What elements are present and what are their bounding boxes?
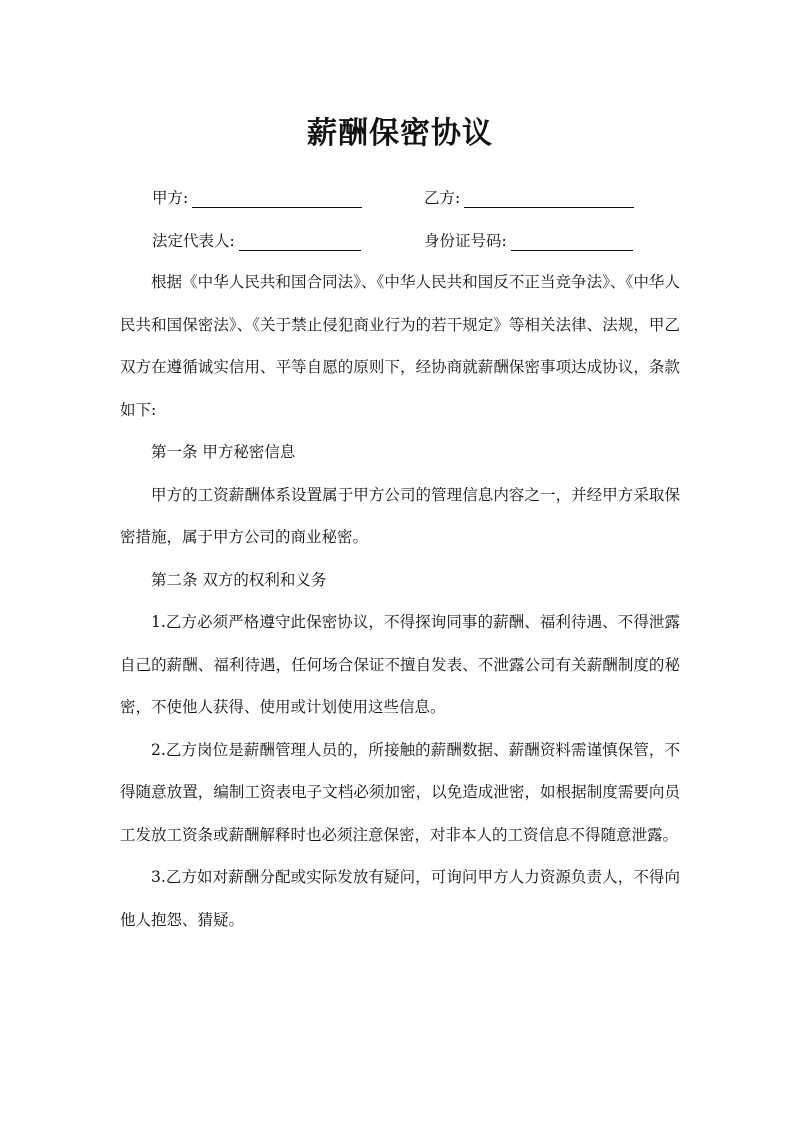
legal-rep-label: 法定代表人: <box>152 232 235 250</box>
party-b-label: 乙方: <box>424 189 461 207</box>
legal-rep-field <box>152 229 361 251</box>
party-a-label: 甲方: <box>152 189 189 207</box>
id-number-label: 身份证号码: <box>424 232 507 250</box>
clause-2: 2.乙方岗位是薪酬管理人员的，所接触的薪酬数据、薪酬资料需谨慎保管，不得随意放置，编制工资表电子文档必须加密，以免造成泄密，如根据制度需要向员工发放工资条或薪酬解释时也必须注意保密，对非本人的工资信息不得随意泄露。 <box>120 740 680 844</box>
party-a-blank <box>192 191 362 208</box>
party-b-field <box>424 186 634 208</box>
legal-rep-blank <box>239 234 361 251</box>
article-2-heading: 第二条 双方的权利和义务 <box>151 570 327 589</box>
clause-1: 1.乙方必须严格遵守此保密协议，不得探询同事的薪酬、福利待遇、不得泄露自己的薪酬、福利待遇，任何场合保证不擅自发表、不泄露公司有关薪酬制度的秘密，不使他人获得、使用或计划使用这些信息。 <box>120 613 680 716</box>
id-number-field <box>424 229 633 251</box>
party-b-blank <box>464 191 634 208</box>
intro-paragraph: 根据《中华人民共和国合同法》、《中华人民共和国反不正当竞争法》、《中华人民共和国保密法》、《关于禁止侵犯商业行为的若干规定》等相关法律、法规，甲乙双方在遵循诚实信用、平等自愿的原则下，经协商就薪酬保密事项达成协议，条款如下: <box>120 273 680 419</box>
document-body <box>120 261 680 941</box>
article-1-text: 甲方的工资薪酬体系设置属于甲方公司的管理信息内容之一，并经甲方采取保密措施，属于甲方公司的商业秘密。 <box>120 485 680 546</box>
document-title: 薪酬保密协议 <box>307 116 493 151</box>
party-a-field <box>152 186 362 208</box>
clause-3: 3.乙方如对薪酬分配或实际发放有疑问，可询问甲方人力资源负责人，不得向他人抱怨、猜疑。 <box>120 868 680 929</box>
id-number-blank <box>511 234 633 251</box>
article-1-heading: 第一条 甲方秘密信息 <box>151 443 296 461</box>
